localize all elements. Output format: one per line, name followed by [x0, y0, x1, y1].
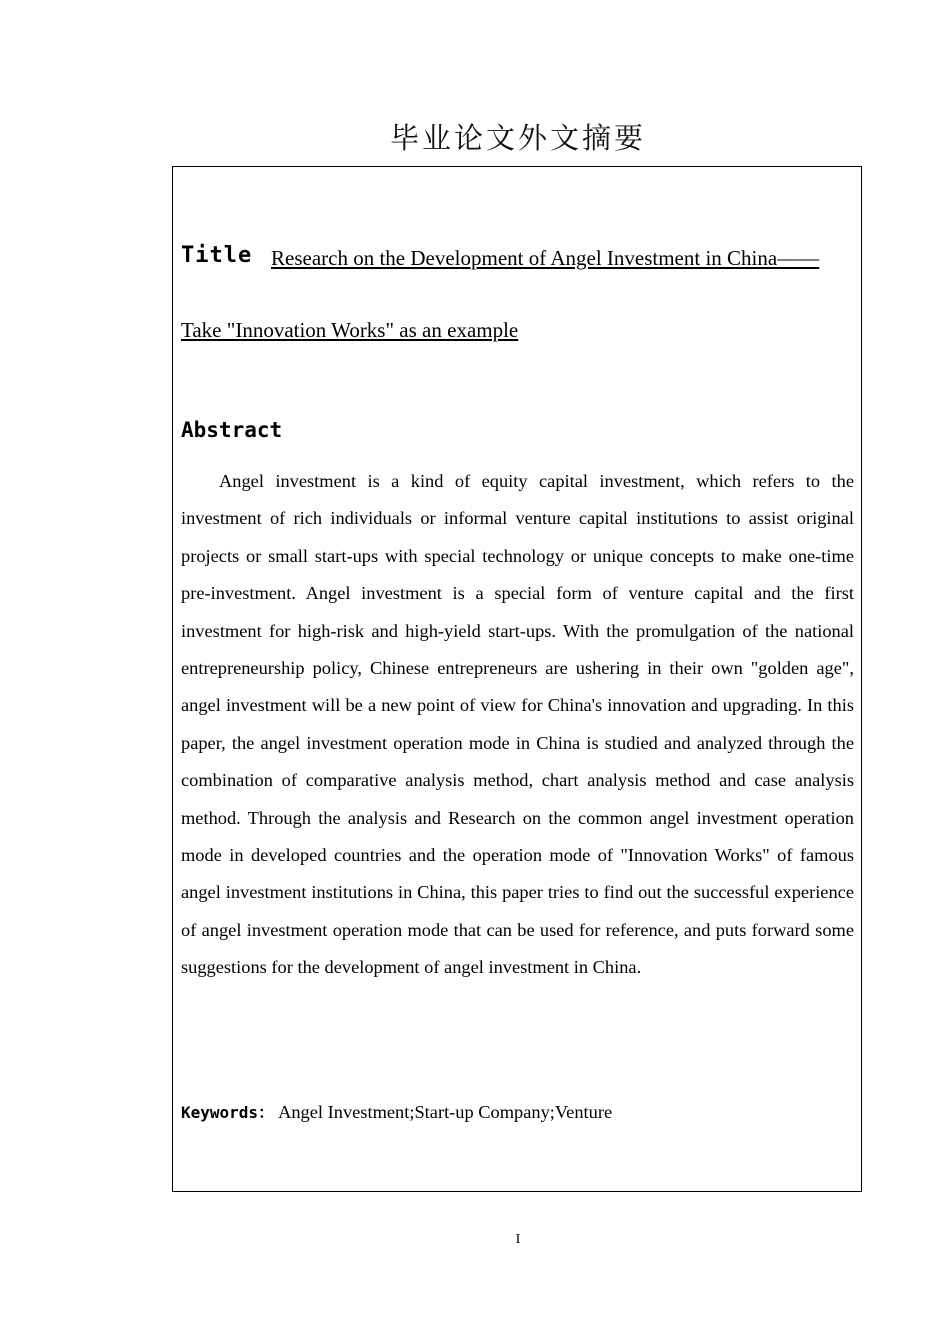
- thesis-title-line-2: Take "Innovation Works" as an example: [181, 318, 519, 342]
- title-row: [181, 240, 856, 280]
- keywords-label: Keywords：: [181, 1103, 275, 1122]
- page-number: I: [515, 1232, 521, 1247]
- abstract-heading: Abstract: [181, 418, 283, 442]
- title-label: Title: [181, 243, 253, 268]
- abstract-body: Angel investment is a kind of equity capital investment, which refers to the investment of rich individuals or informal venture capital institutions to assist original projects or small start-ups with special technology or unique concepts to make one-time pre-investment. Angel investment is a special form of venture capital and the first investment for high-risk and high-yield start-ups. With the promulgation of the national entrepreneurship policy, Chinese entrepreneurs are ushering in their own "golden age", angel investment will be a new point of view for China's innovation and upgrading. In this paper, the angel investment operation mode in China is studied and analyzed through the combination of comparative analysis method, chart analysis method and case analysis method. Through the analysis and Research on the common angel investment operation mode in developed countries and the operation mode of "Innovation Works" of famous angel investment institutions in China, this paper tries to find out the successful experience of angel investment operation mode that can be used for reference, and puts forward some suggestions for the development of angel investment in China.: [181, 471, 854, 978]
- keywords-value: Angel Investment;Start-up Company;Venture: [278, 1102, 613, 1122]
- thesis-title-line-1: Research on the Development of Angel Investment in China——: [271, 246, 820, 270]
- page-heading: 毕业论文外文摘要: [389, 121, 646, 155]
- keywords-row: [181, 1100, 612, 1123]
